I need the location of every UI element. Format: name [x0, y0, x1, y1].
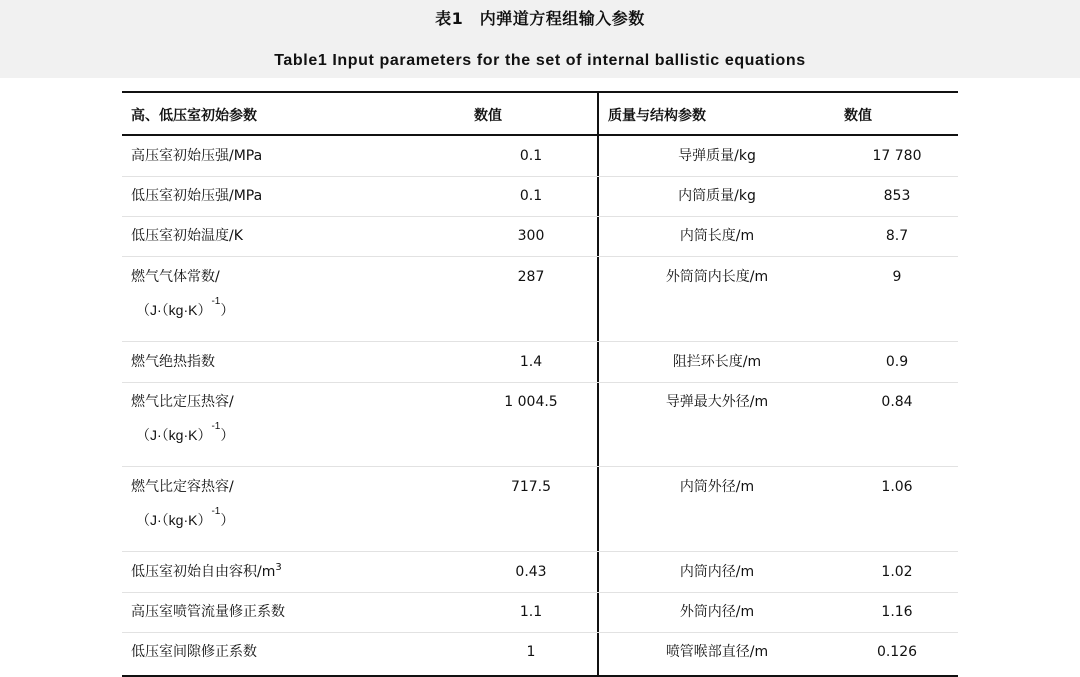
- table-caption-chinese: 表1 内弹道方程组输入参数: [435, 9, 645, 28]
- left-param-text: 低压室初始自由容积/m: [131, 564, 276, 580]
- right-value: 17 780: [872, 148, 922, 164]
- header-rule: [122, 134, 958, 136]
- left-param-unit: [136, 296, 235, 320]
- row-separator: [122, 341, 958, 342]
- left-param: 低压室初始温度/K: [131, 228, 243, 244]
- row-separator: [122, 632, 958, 633]
- row-separator: [122, 382, 958, 383]
- row-separator: [122, 551, 958, 552]
- caption-band: [0, 0, 1080, 78]
- left-param-unit: [136, 506, 235, 530]
- left-param: [131, 564, 282, 580]
- unit-exponent: -1: [211, 296, 221, 307]
- unit-exponent: -1: [211, 421, 221, 432]
- row-separator: [122, 176, 958, 177]
- right-value: 853: [883, 188, 911, 204]
- left-param: 燃气绝热指数: [131, 354, 215, 370]
- right-value: 0.9: [885, 354, 909, 370]
- left-param: 燃气比定压热容/: [131, 394, 234, 410]
- right-value: 1.16: [881, 604, 913, 620]
- header-left-param: 高、低压室初始参数: [131, 108, 257, 124]
- unit-text: （J·（kg·K）: [136, 512, 212, 528]
- right-value: 1.06: [881, 479, 913, 495]
- right-value: 8.7: [885, 228, 909, 244]
- right-param: 内筒内径/m: [679, 564, 755, 580]
- right-value: 1.02: [881, 564, 913, 580]
- unit-text: （J·（kg·K）: [136, 427, 212, 443]
- right-param: 内筒外径/m: [679, 479, 755, 495]
- left-value: 1: [526, 644, 536, 660]
- left-value: 1.1: [519, 604, 543, 620]
- left-value: 0.1: [519, 148, 543, 164]
- left-param: 低压室初始压强/MPa: [131, 188, 263, 204]
- left-value: 0.1: [519, 188, 543, 204]
- row-separator: [122, 216, 958, 217]
- unit-text: （J·（kg·K）: [136, 302, 212, 318]
- row-separator: [122, 256, 958, 257]
- table-caption-english: Table1 Input parameters for the set of internal ballistic equations: [274, 52, 806, 69]
- left-param: 高压室初始压强/MPa: [131, 148, 263, 164]
- left-param: 燃气气体常数/: [131, 269, 220, 285]
- header-left-value: 数值: [474, 108, 502, 124]
- unit-close: ）: [220, 427, 235, 443]
- right-param: 内筒质量/kg: [678, 188, 756, 204]
- unit-close: ）: [220, 302, 235, 318]
- right-param: 喷管喉部直径/m: [665, 644, 769, 660]
- unit-exponent: -1: [211, 506, 221, 517]
- parameter-table: [122, 91, 958, 677]
- left-param-superscript: 3: [275, 562, 282, 573]
- right-param: 导弹质量/kg: [678, 148, 756, 164]
- row-separator: [122, 592, 958, 593]
- right-value: 0.126: [876, 644, 918, 660]
- left-param: 低压室间隙修正系数: [131, 644, 257, 660]
- left-value: 717.5: [510, 479, 552, 495]
- row-separator: [122, 466, 958, 467]
- left-param: 高压室喷管流量修正系数: [131, 604, 285, 620]
- header-right-value: 数值: [844, 108, 872, 124]
- right-param: 外筒内径/m: [679, 604, 755, 620]
- left-value: 300: [517, 228, 545, 244]
- right-param: 内筒长度/m: [679, 228, 755, 244]
- column-divider: [597, 93, 599, 675]
- left-param-unit: [136, 421, 235, 445]
- right-param: 阻拦环长度/m: [672, 354, 762, 370]
- left-value: 0.43: [515, 564, 547, 580]
- right-param: 外筒筒内长度/m: [665, 269, 769, 285]
- right-param: 导弹最大外径/m: [665, 394, 769, 410]
- unit-close: ）: [220, 512, 235, 528]
- right-value: 9: [892, 269, 902, 285]
- left-param: 燃气比定容热容/: [131, 479, 234, 495]
- left-value: 287: [517, 269, 545, 285]
- right-value: 0.84: [881, 394, 913, 410]
- left-value: 1 004.5: [504, 394, 558, 410]
- left-value: 1.4: [519, 354, 543, 370]
- header-right-param: 质量与结构参数: [608, 108, 706, 124]
